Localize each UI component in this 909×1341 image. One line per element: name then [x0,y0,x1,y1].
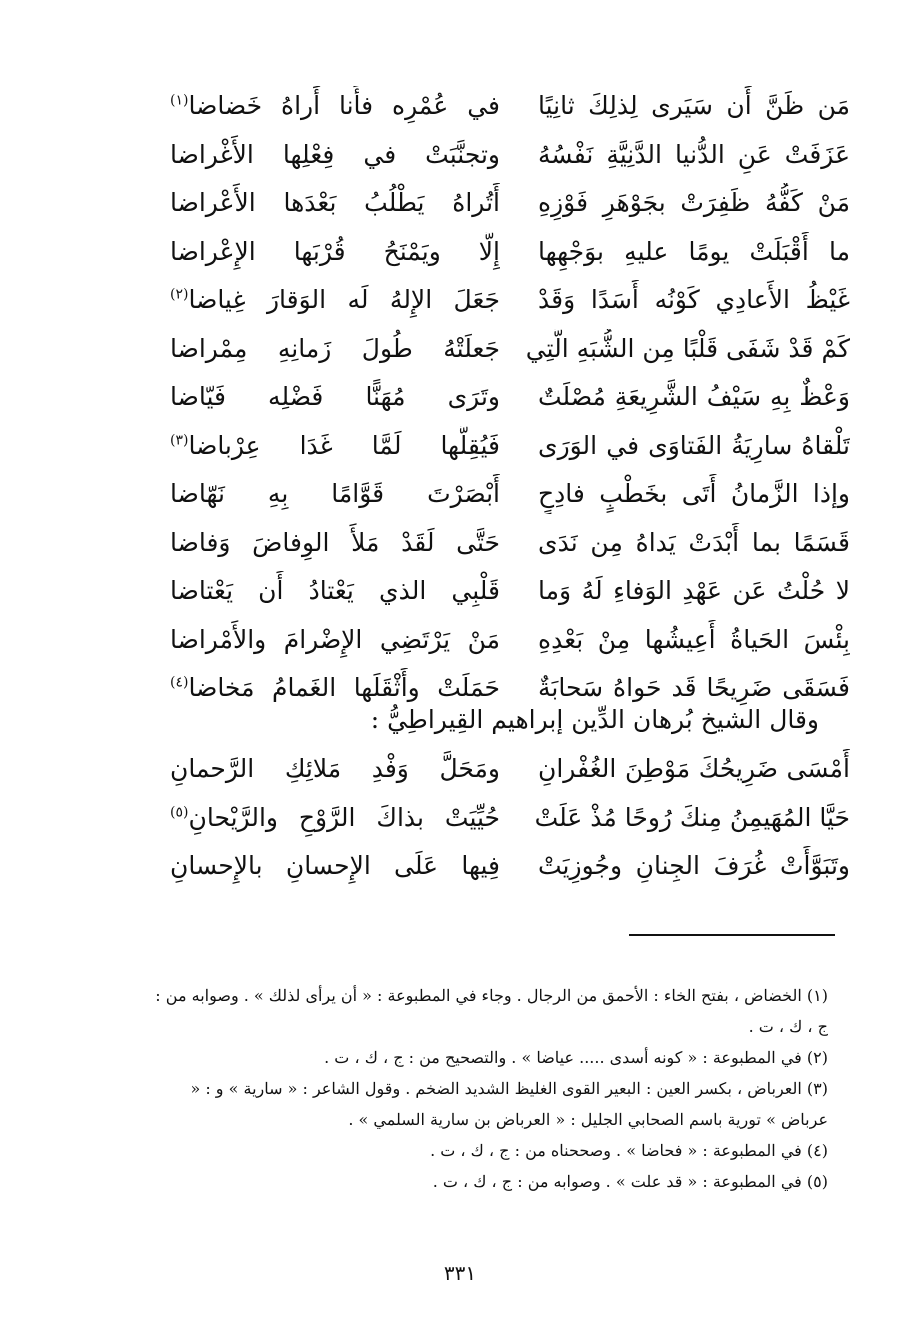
verse-second-hemistich: أَتُراهُ يَطْلُبُ بَعْدَها الأَعْراضا [170,188,500,218]
verse-text: جَعَلَ الإِلهُ لَه الوَقارَ غِياضا [188,285,500,315]
verse-text: فَيُقِلُّها لَمَّا غَدَا عِرْباضا [188,430,500,460]
verse-first-hemistich: وإذا الزَّمانُ أَتَى بخَطْبٍ فادِحٍ [538,479,850,509]
footnote: (٣) العرباض ، بكسر العين : البعير القوى الغليظ الشديد الضخم . وقول الشاعر : « سارية » و : « عرباض » تورية باسم الصحابي الجليل : « العرباض بن سارية السلمي » . [190,1079,828,1129]
verse-second-hemistich: إِلَّا ويَمْنَحُ قُرْبَها الإِعْراضا [170,236,500,266]
verse-line [150,179,850,228]
verse-first-hemistich: مَن ظَنَّ أَن سَيَرى لِذلِكَ ثانِيًا [538,91,850,121]
verse-second-hemistich: ومَحَلَّ وَفْدِ مَلائِكِ الرَّحمانِ [170,754,500,784]
verse-second-hemistich [170,426,500,466]
verse-second-hemistich [170,798,500,838]
verse-first-hemistich: بِئْسَ الحَياةُ أَعِيشُها مِنْ بَعْدِهِ [538,624,850,654]
page-number: ٣٣١ [443,1261,477,1285]
verse-first-hemistich: مَنْ كَفُّهُ ظَفِرَتْ بجَوْهَرِ فَوْزِهِ [538,188,850,218]
verse-first-hemistich: قَسَمًا بما أَبْدَتْ يَداهُ مِن نَدَى [538,527,850,557]
verse-line [150,276,850,325]
footnote-separator [629,934,835,936]
verse-first-hemistich: وَعْظٌ بِهِ سَيْفُ الشَّرِيعَةِ مُصْلَتٌ [538,382,850,412]
verse-first-hemistich: كَمْ قَدْ شَفَى قَلْبًا مِن الشُّبَهِ الَّتِي [525,333,850,363]
footnote: (٤) في المطبوعة : « فحاضا » . وصححناه من : ج ، ك ، ت . [430,1141,828,1160]
footnote: (٥) في المطبوعة : « قد علت » . وصوابه من : ج ، ك ، ت . [432,1172,828,1191]
verse-line [150,325,850,374]
footnote: (١) الخضاض ، بفتح الخاء : الأحمق من الرجال . وجاء في المطبوعة : « أن يرأى لذلك » . وصوابه من : ج ، ك ، ت . [155,986,828,1036]
verse-line [150,228,850,277]
footnote-marker: (٣) [170,432,189,449]
footnote: (٢) في المطبوعة : « كونه أسدى ..... عياضا » . والتصحيح من : ج ، ك ، ت . [324,1048,828,1067]
verse-line [150,373,850,422]
verse-line [150,131,850,180]
verse-line [150,567,850,616]
second-poem-verses [150,745,850,891]
verse-second-hemistich [170,86,500,126]
verse-line [150,470,850,519]
verse-first-hemistich: أَمْسَى ضَرِيحُكَ مَوْطِنَ الغُفْرانِ [538,754,850,784]
verse-first-hemistich: غَيْظُ الأَعادِي كَوْنُه أَسَدًا وَقَدْ [538,285,850,315]
verse-second-hemistich: وتَرَى مُهَنًّا فَضْلِه فَيّاضا [170,382,500,412]
footnotes [148,980,828,1197]
footnote-marker: (١) [170,92,189,109]
verse-first-hemistich: لا حُلْتُ عَن عَهْدِ الوَفاءِ لَهُ وَما [538,576,850,606]
verse-line [150,842,850,891]
footnote-marker: (٥) [170,804,189,821]
verse-second-hemistich: جَعلَتْهُ طُولَ زَمانِهِ مِمْراضا [170,333,500,363]
poem-introduction: وقال الشيخ بُرهان الدِّين إبراهيم القِيراطِيُّ : [370,705,819,734]
footnote-marker: (٢) [170,286,189,303]
verse-line [150,616,850,665]
verse-line [150,794,850,843]
verse-second-hemistich: قَلْبِي الذي يَعْتادُ أَن يَعْتاضا [170,576,500,606]
verse-first-hemistich: تَلْقاهُ سارِيَةُ الفَتاوَى في الوَرَى [538,430,850,460]
verse-second-hemistich: حَتَّى لَقَدْ مَلأَ الوِفاضَ وَفاضا [170,527,500,557]
verse-second-hemistich: أَبْصَرْتَ قَوَّامًا بِهِ نَهّاضا [170,479,500,509]
verse-second-hemistich [170,280,500,320]
footnote-marker: (٤) [170,674,189,691]
verse-text: حَمَلَتْ وأَثْقَلَها الغَمامُ مَخاضا [188,673,500,703]
verse-first-hemistich: وتَبَوَّأَتْ غُرَفَ الجِنانِ وجُوزِيَتْ [538,851,850,881]
verse-second-hemistich: مَنْ يَرْتَضِي الإِضْرامَ والأَمْراضا [170,624,500,654]
verse-text: حُيِّيَتْ بذاكَ الرَّوْحِ والرَّيْحانِ [188,802,500,832]
verse-first-hemistich: عَزَفَتْ عَنِ الدُّنيا الدَّنِيَّةِ نَفْسُهُ [538,139,850,169]
verse-second-hemistich: فِيها عَلَى الإِحسانِ بالإِحسانِ [170,851,500,881]
verse-line [150,519,850,568]
verse-line [150,745,850,794]
verse-first-hemistich: ما أَقْبَلَتْ يومًا عليهِ بوَجْهِها [538,236,850,266]
verse-first-hemistich: فَسَقَى ضَرِيحًا قَد حَواهُ سَحابَةٌ [538,673,850,703]
verse-line [150,422,850,471]
verse-first-hemistich: حَيَّا المُهَيمِنُ مِنكَ رُوحًا مُذْ عَلَتْ [534,802,850,832]
verse-text: في عُمْرِه فأَنا أَراهُ خَضاضا [188,91,500,121]
verse-second-hemistich: وتجنَّبَتْ في فِعْلِها الأَغْراضا [170,139,500,169]
verse-line [150,82,850,131]
poem-verses [150,82,850,713]
